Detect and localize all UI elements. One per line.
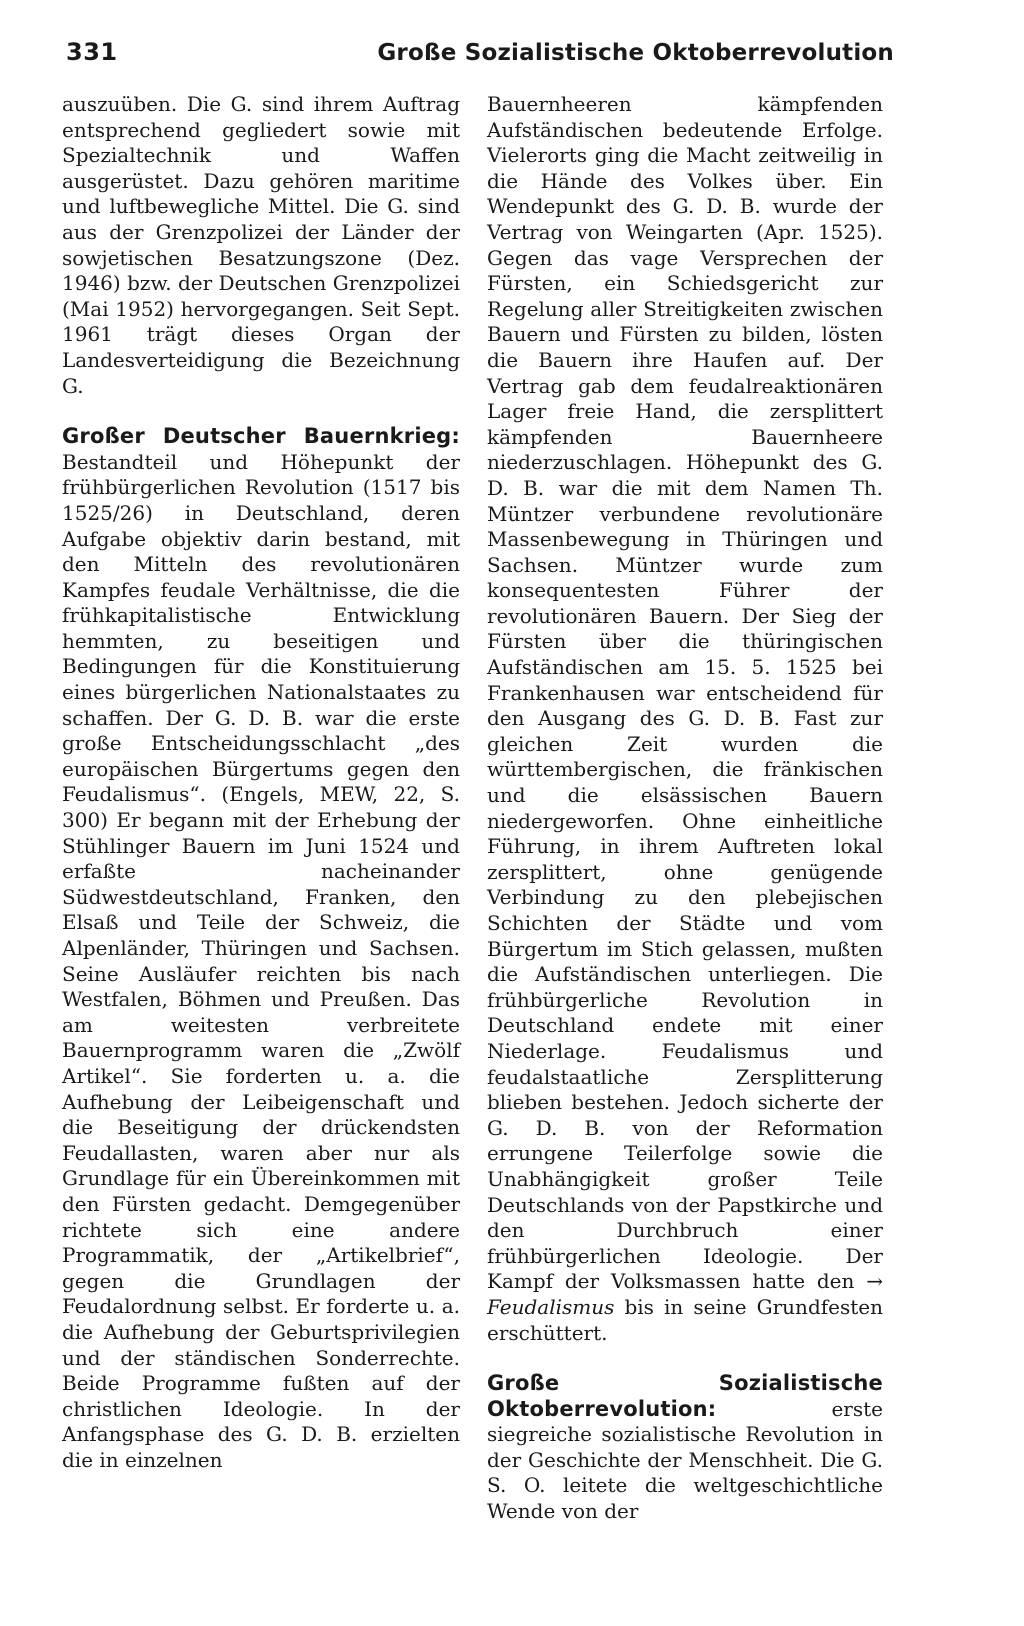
entry-headword: Große Sozialistische Oktoberrevolution: (487, 1371, 883, 1421)
entry-separator (62, 399, 460, 424)
left-column (62, 92, 460, 1473)
entry-continuation-text: auszuüben. Die G. sind ihrem Auftrag entsprechend gegliedert sowie mit Spezialtechnik und Waffen ausgerüstet. Dazu gehören maritime und luftbewegliche Mittel. Die G. sind aus der Grenzpolizei der Länder der sowjetischen Besatzungszone (Dez. 1946) bzw. der Deutschen Grenzpolizei (Mai 1952) hervorgegangen. Seit Sept. 1961 trägt dieses Organ der Landesverteidigung die Bezeichnung G. (62, 92, 460, 398)
entry-body: Bestandteil und Höhepunkt der frühbürgerlichen Revolution (1517 bis 1525/26) in Deutschland, deren Aufgabe objektiv darin bestand, mit den Mitteln des revolutionären Kampfes feudale Verhältnisse, die die frühkapitalistische Entwicklung hemmten, zu beseitigen und Bedingungen für die Konstituierung eines bürgerlichen Nationalstaates zu schaffen. Der G. D. B. war die erste große Entscheidungsschlacht „des europäischen Bürgertums gegen den Feudalismus“. (Engels, MEW, 22, S. 300) Er begann mit der Erhebung der Stühlinger Bauern im Juni 1524 und erfaßte nacheinander Südwestdeutschland, Franken, den Elsaß und Teile der Schweiz, die Alpenländer, Thüringen und Sachsen. Seine Ausläufer reichten bis nach Westfalen, Böhmen und Preußen. Das am weitesten verbreitete Bauernprogramm waren die „Zwölf Artikel“. Sie forderten u. a. die Aufhebung der Leibeigenschaft und die Beseitigung der drückendsten Feudallasten, waren aber nur als Grundlage für ein Übereinkommen mit den Fürsten gedacht. Demgegenüber richtete sich eine andere Programmatik, der „Artikelbrief“, gegen die Grundlagen der Feudalordnung selbst. Er forderte u. a. die Aufhebung der Geburtsprivilegien und der ständischen Sonderrechte. Beide Programme fußten auf der christlichen Ideologie. In der Anfangsphase des G. D. B. erzielten die in einzelnen (62, 449, 460, 1472)
entry-headword: Großer Deutscher Bauernkrieg: (62, 424, 460, 449)
cross-reference-link[interactable]: → Feudalismus (487, 1269, 883, 1319)
running-head: Große Sozialistische Oktoberrevolution (377, 40, 894, 66)
continuation-body: Bauernheeren kämpfenden Aufständischen bedeutende Erfolge. Vielerorts ging die Macht zeitweilig in die Hände des Volkes über. Ein Wendepunkt des G. D. B. wurde der Vertrag von Weingarten (Apr. 1525). Gegen das vage Versprechen der Fürsten, ein Schiedsgericht zur Regelung aller Streitigkeiten zwischen Bauern und Fürsten zu bilden, lösten die Bauern ihre Haufen auf. Der Vertrag gab dem feudalreaktionären Lager freie Hand, die zersplittert kämpfenden Bauernheere niederzuschlagen. Höhepunkt des G. D. B. war die mit dem Namen Th. Müntzer verbundene revolutionäre Massenbewegung in Thüringen und Sachsen. Müntzer wurde zum konsequentesten Führer der revolutionären Bauern. Der Sieg der Fürsten über die thüringischen Aufständischen am 15. 5. 1525 bei Frankenhausen war entscheidend für den Ausgang des G. D. B. Fast zur gleichen Zeit wurden die württembergischen, die fränkischen und die elsässischen Bauern niedergeworfen. Ohne einheitliche Führung, in ihrem Auftreten lokal zersplittert, ohne genügende Verbindung zu den plebejischen Schichten der Städte und vom Bürgertum im Stich gelassen, mußten die Aufständischen unterliegen. Die frühbürgerliche Revolution in Deutschland endete mit einer Niederlage. Feudalismus und feudalstaatliche Zersplitterung blieben bestehen. Jedoch sicherte der G. D. B. von der Reformation errungene Teilerfolge sowie die Unabhängigkeit großer Teile Deutschlands von der Papstkirche und den Durchbruch einer frühbürgerlichen Ideologie. Der Kampf der Volksmassen hatte den (487, 92, 883, 1294)
entry-separator (487, 1346, 883, 1371)
entry-continuation-text (487, 92, 883, 1346)
entry-oktoberrevolution (487, 1371, 883, 1525)
page-header (66, 38, 894, 66)
entry-bauernkrieg (62, 424, 460, 1473)
entry-body: erste siegreiche sozialistische Revolution in der Geschichte der Menschheit. Die G. S. O. leitete die weltgeschichtliche Wende von der (487, 1396, 883, 1524)
right-column (487, 92, 883, 1525)
page-number: 331 (66, 38, 118, 66)
continuation-end: bis in seine Grundfesten erschüttert. (487, 1294, 883, 1345)
